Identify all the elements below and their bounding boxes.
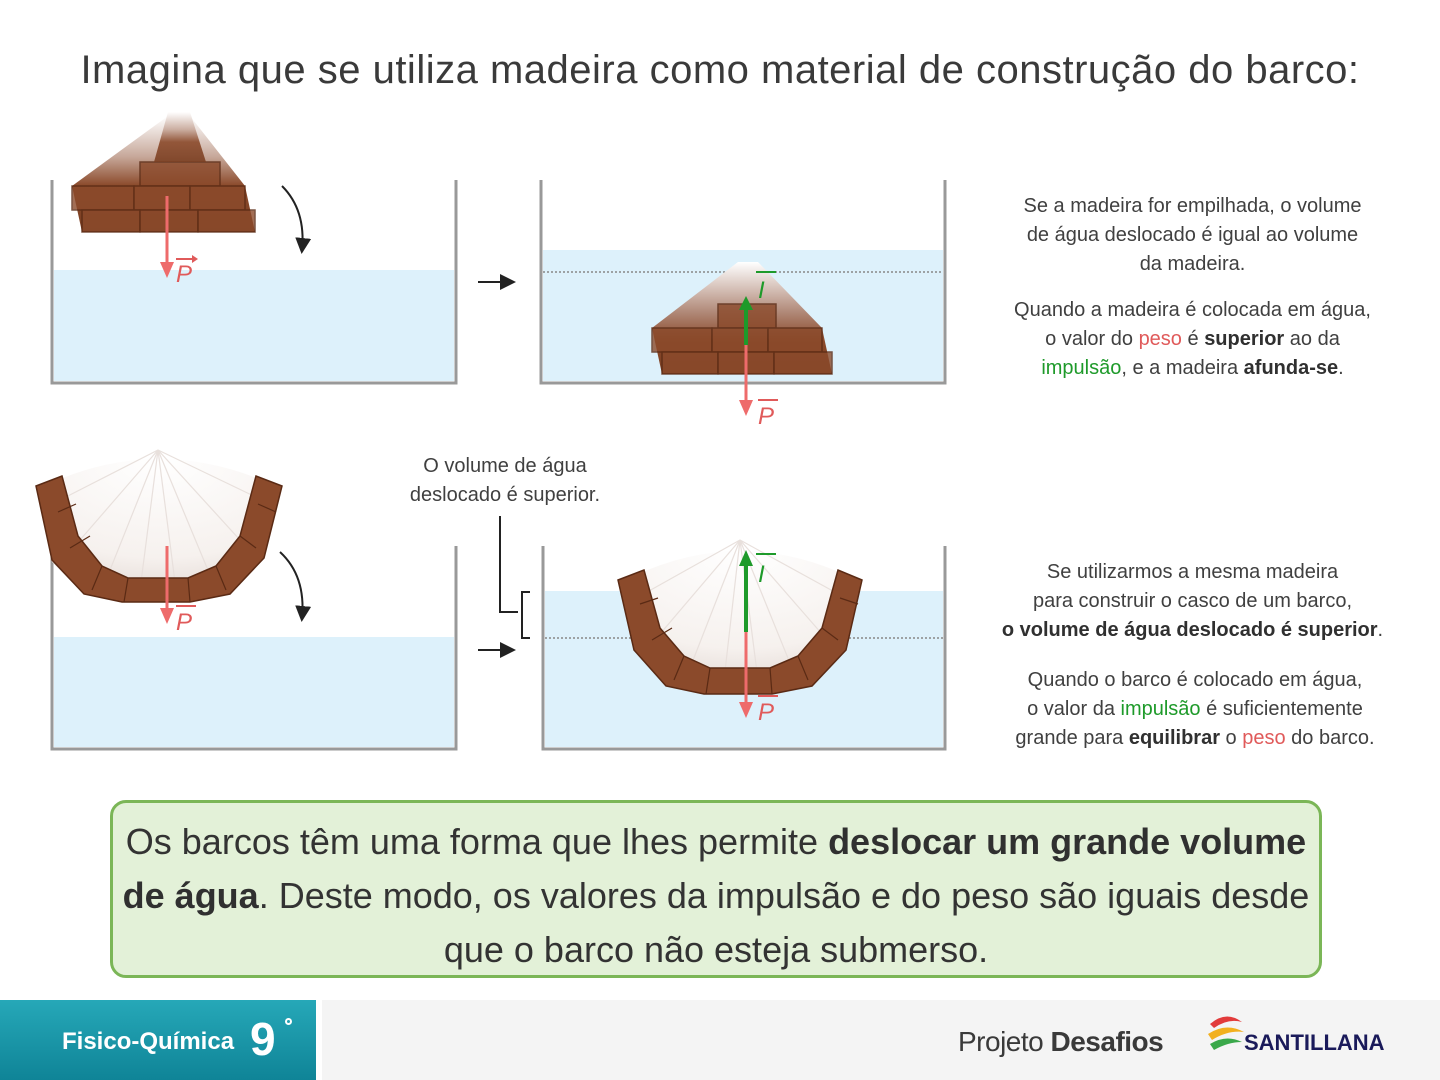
footer <box>0 1000 1440 1080</box>
stacked-p2-line-2 <box>985 325 1400 354</box>
weight-label-4: P <box>758 699 775 726</box>
grade-ordinal-icon <box>285 1018 292 1025</box>
stacked-p2-impulsao: impulsão <box>1041 357 1122 379</box>
project-logo-bold: Desafios <box>1050 1026 1164 1057</box>
publisher-logo-text: SANTILLANA <box>1244 1030 1385 1055</box>
boat-falling <box>36 450 282 602</box>
boat-floating <box>618 540 862 694</box>
stacked-p1-line-1: Se a madeira for empilhada, o volume <box>1023 195 1362 217</box>
boat-p2-line-1: Quando o barco é colocado em água, <box>1027 669 1363 691</box>
fall-arrow-3 <box>280 552 303 618</box>
stacked-p1-line-3: da madeira. <box>1139 253 1246 275</box>
boat-p2-line-3 <box>975 724 1415 753</box>
boat-explanation-2 <box>975 666 1415 753</box>
grade-label: 9 <box>250 1013 276 1065</box>
project-logo-light: Projeto <box>958 1026 1051 1057</box>
boat-p2-text-c: grande para <box>1015 727 1129 749</box>
subject-label: Fisico-Química <box>62 1028 235 1055</box>
boat-explanation-1 <box>975 558 1410 645</box>
summary-box <box>110 800 1322 978</box>
stacked-p2-text-c: ao da <box>1284 328 1340 350</box>
summary-bold: deslocar um grande volume de água <box>122 821 1307 916</box>
boat-p1-bold: o volume de água deslocado é superior <box>1001 619 1378 641</box>
stacked-p2-peso: peso <box>1138 328 1182 350</box>
weight-label-2: P <box>758 403 775 430</box>
tank-3-water <box>54 637 454 747</box>
boat-p1-end: . <box>1377 619 1384 641</box>
boat-p2-line-2 <box>975 695 1415 724</box>
stacked-p2-line-3 <box>985 354 1400 383</box>
weight-label-1-vector-head <box>192 255 198 263</box>
santillana-logo-icon <box>1206 1012 1246 1058</box>
boat-p1-line-3 <box>975 616 1410 645</box>
weight-label-1: P <box>176 261 193 288</box>
volume-annotation-line-2: deslocado é superior. <box>409 484 601 506</box>
stacked-p2-text-e: . <box>1338 357 1344 379</box>
stacked-explanation-2 <box>985 296 1400 383</box>
boat-p2-text-d: o <box>1219 727 1243 749</box>
boat-p1-line-2: para construir o casco de um barco, <box>1032 590 1353 612</box>
summary-text-a: Os barcos têm uma forma que lhes permite <box>125 821 829 862</box>
volume-annotation <box>380 452 630 510</box>
stacked-p2-text-a: o valor do <box>1045 328 1139 350</box>
boat-p1-line-1: Se utilizarmos a mesma madeira <box>1046 561 1339 583</box>
boat-p2-impulsao: impulsão <box>1120 698 1201 720</box>
project-logo <box>958 1026 1163 1058</box>
stacked-p1-line-2: de água deslocado é igual ao volume <box>1026 224 1359 246</box>
summary-text-c: . Deste modo, os valores da impulsão e do peso são iguais desde que o barco não esteja submerso. <box>258 875 1310 970</box>
tank-1-water <box>54 270 454 381</box>
boat-p2-peso: peso <box>1242 727 1286 749</box>
buoyancy-label-4: I <box>758 561 765 588</box>
fall-arrow-1 <box>282 186 303 250</box>
boat-p2-text-e: do barco. <box>1285 727 1375 749</box>
stacked-p2-text-d: , e a madeira <box>1121 357 1244 379</box>
wood-stack-falling <box>72 112 255 232</box>
footer-subject-panel <box>0 1000 316 1080</box>
boat-p2-text-a: o valor da <box>1027 698 1121 720</box>
stacked-explanation-1 <box>985 192 1400 279</box>
boat-p2-text-b: é suficientemente <box>1200 698 1363 720</box>
weight-label-3: P <box>176 609 193 636</box>
stacked-p2-line-1: Quando a madeira é colocada em água, <box>1014 299 1371 321</box>
page-title: Imagina que se utiliza madeira como material de construção do barco: <box>80 48 1360 92</box>
buoyancy-label-2: I <box>758 277 765 304</box>
volume-bracket <box>500 516 530 638</box>
stacked-p2-text-b: é <box>1181 328 1205 350</box>
stacked-p2-superior: superior <box>1204 328 1285 350</box>
boat-p2-equilibrar: equilibrar <box>1128 727 1220 749</box>
stacked-p2-afunda: afunda-se <box>1243 357 1339 379</box>
volume-annotation-line-1: O volume de água <box>423 455 587 477</box>
